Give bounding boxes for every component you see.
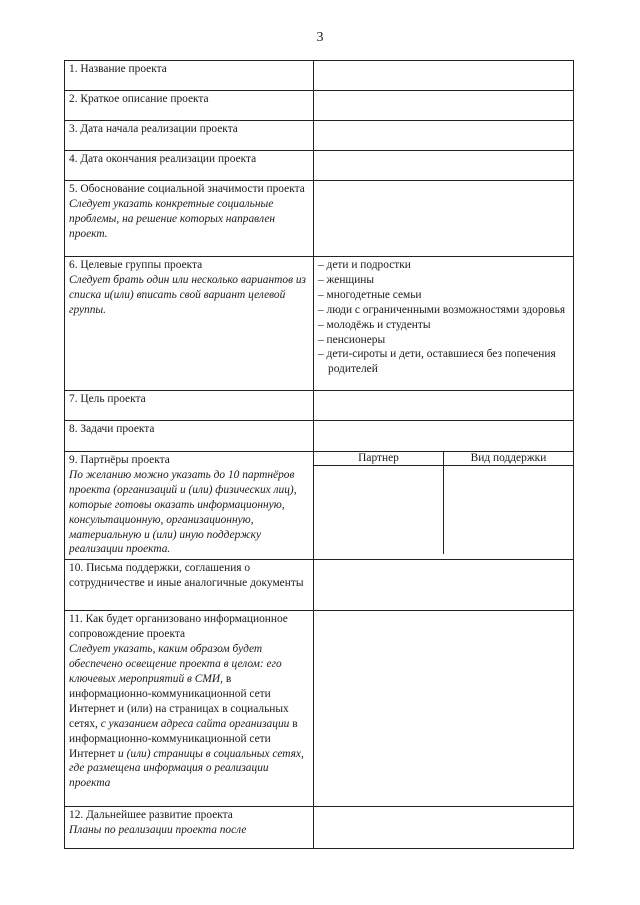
- table-row: [65, 611, 574, 807]
- field-label-information-support: [65, 611, 314, 807]
- row-title: 10. Письма поддержки, соглашения о сотрудничестве и иные аналогичные документы: [69, 562, 304, 590]
- start-date-value-cell[interactable]: [314, 121, 574, 151]
- tasks-value-cell[interactable]: [314, 421, 574, 452]
- end-date-value-cell[interactable]: [314, 151, 574, 181]
- table-row: [65, 391, 574, 421]
- field-label-social-significance: [65, 181, 314, 257]
- list-item[interactable]: – молодёжь и студенты: [318, 318, 569, 333]
- goal-value-cell[interactable]: [314, 391, 574, 421]
- hint-italic-b: с указанием адреса сайта организации: [100, 717, 290, 730]
- row-title: 7. Цель проекта: [69, 393, 146, 405]
- list-item[interactable]: – люди с ограниченными возможностями здоровья: [318, 303, 569, 318]
- table-row: [65, 61, 574, 91]
- support-letters-value-cell[interactable]: [314, 560, 574, 611]
- partners-subtable: [314, 452, 573, 554]
- field-label-tasks: [65, 421, 314, 452]
- table-row: [65, 421, 574, 452]
- list-item[interactable]: – женщины: [318, 273, 569, 288]
- row-title: 6. Целевые группы проекта: [69, 259, 203, 271]
- field-label-further-development: [65, 807, 314, 849]
- project-form-table: [64, 60, 574, 849]
- short-description-value-cell[interactable]: [314, 91, 574, 121]
- list-item[interactable]: – пенсионеры: [318, 333, 569, 348]
- target-groups-list: [318, 258, 569, 377]
- row-hint: Следует указать конкретные социальные проблемы, на решение которых направлен проект.: [69, 197, 276, 240]
- partner-input-cell[interactable]: [314, 466, 444, 555]
- support-type-input-cell[interactable]: [444, 466, 574, 555]
- hint-plain-b: в информационно-коммуникационной сети Интернет: [69, 717, 298, 760]
- table-row: [65, 181, 574, 257]
- list-item[interactable]: – многодетные семьи: [318, 288, 569, 303]
- table-row: [65, 91, 574, 121]
- table-row: [65, 807, 574, 849]
- field-label-partners: [65, 452, 314, 560]
- partner-column-header: Партнер: [314, 452, 444, 466]
- field-label-support-letters: [65, 560, 314, 611]
- row-title: 12. Дальнейшее развитие проекта: [69, 809, 233, 822]
- row-hint: Следует брать один или несколько вариантов из списка и(или) вписать свой вариант целевой группы.: [69, 273, 307, 316]
- hint-italic-c: и (или) страницы в социальных сетях, где размещена информация о реализации проекта: [69, 747, 304, 790]
- row-hint: Планы по реализации проекта после: [69, 824, 247, 837]
- further-development-value-cell[interactable]: [314, 807, 574, 849]
- support-type-column-header: Вид поддержки: [444, 452, 574, 466]
- field-label-end-date: [65, 151, 314, 181]
- social-significance-value-cell[interactable]: [314, 181, 574, 257]
- field-label-target-groups: [65, 257, 314, 391]
- list-item[interactable]: – дети-сироты и дети, оставшиеся без попечения родителей: [318, 347, 569, 377]
- table-row: [65, 151, 574, 181]
- table-row: [65, 121, 574, 151]
- partners-value-cell: [314, 452, 574, 560]
- row-title: 9. Партнёры проекта: [69, 454, 170, 466]
- row-title: 11. Как будет организовано информационное сопровождение проекта: [69, 613, 288, 641]
- row-hint: По желанию можно указать до 10 партнёров проекта (организаций и (или) физических лиц), которые готовы оказать информационную, консультационную, организационную, материальную и (или) иную поддержку реализации проекта.: [69, 468, 297, 556]
- table-row: [65, 560, 574, 611]
- row-hint: [69, 642, 309, 791]
- row-title: 1. Название проекта: [69, 63, 167, 75]
- row-title: 8. Задачи проекта: [69, 423, 155, 435]
- list-item[interactable]: – дети и подростки: [318, 258, 569, 273]
- field-label-start-date: [65, 121, 314, 151]
- page-number: 3: [316, 30, 324, 45]
- table-row: [65, 257, 574, 391]
- row-title: 5. Обоснование социальной значимости проекта: [69, 183, 305, 195]
- table-row: [65, 452, 574, 560]
- project-name-value-cell[interactable]: [314, 61, 574, 91]
- row-title: 4. Дата окончания реализации проекта: [69, 153, 257, 165]
- information-support-value-cell[interactable]: [314, 611, 574, 807]
- hint-italic-a: Следует указать, каким образом будет обеспечено освещение проекта в целом: его ключевых мероприятий в СМИ,: [69, 643, 282, 685]
- target-groups-value-cell[interactable]: [314, 257, 574, 391]
- row-title: 2. Краткое описание проекта: [69, 93, 209, 105]
- field-label-goal: [65, 391, 314, 421]
- field-label-project-name: [65, 61, 314, 91]
- hint-plain-a: в информационно-коммуникационной сети Интернет и (или) на страницах в социальных сетях,: [69, 672, 289, 730]
- row-title: 3. Дата начала реализации проекта: [69, 123, 238, 135]
- field-label-short-description: [65, 91, 314, 121]
